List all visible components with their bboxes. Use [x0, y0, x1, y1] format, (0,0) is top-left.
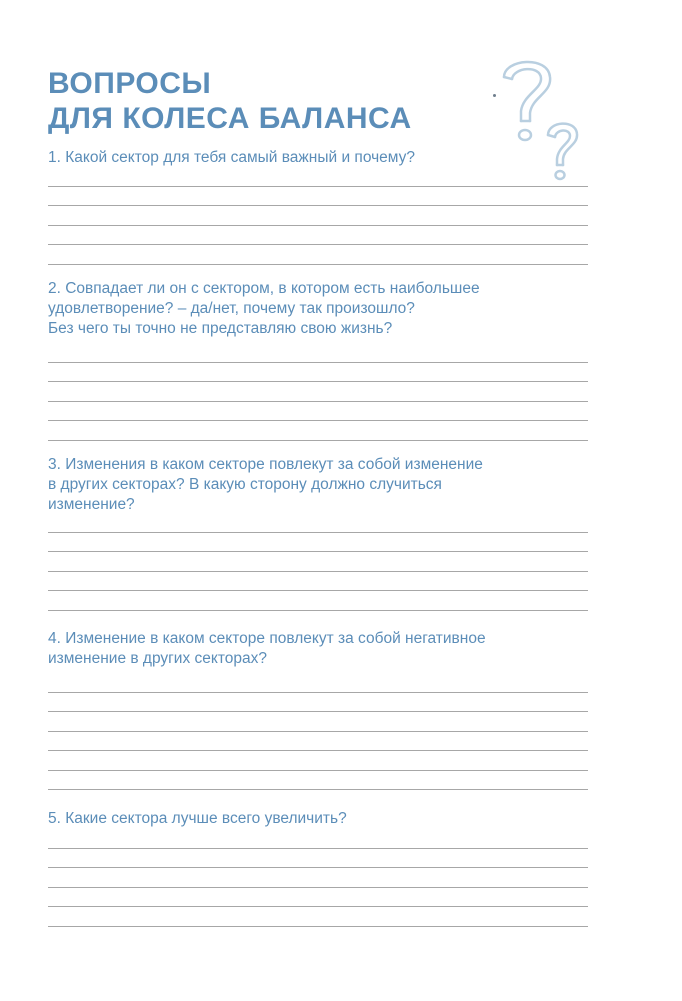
answer-line[interactable]: [48, 673, 588, 693]
answer-line[interactable]: [48, 206, 588, 226]
answer-line[interactable]: [48, 226, 588, 246]
answer-lines-3[interactable]: [48, 513, 588, 611]
answer-line[interactable]: [48, 382, 588, 402]
answer-line[interactable]: [48, 533, 588, 553]
question-1: 1. Какой сектор для тебя самый важный и почему?: [48, 149, 415, 166]
question-2: 2. Совпадает ли он с сектором, в котором есть наибольшее удовлетворение? – да/нет, почему так произошло? Без чего ты точно не представляю свою жизнь?: [48, 280, 480, 337]
question-5: 5. Какие сектора лучше всего увеличить?: [48, 810, 347, 827]
answer-line[interactable]: [48, 712, 588, 732]
answer-line[interactable]: [48, 591, 588, 611]
answer-lines-5[interactable]: [48, 829, 588, 927]
answer-lines-4[interactable]: [48, 673, 588, 790]
answer-line[interactable]: [48, 693, 588, 713]
answer-line[interactable]: [48, 849, 588, 869]
answer-line[interactable]: [48, 572, 588, 592]
answer-line[interactable]: [48, 829, 588, 849]
question-3: 3. Изменения в каком секторе повлекут за собой изменение в других секторах? В какую сторону должно случиться изменение?: [48, 456, 483, 513]
title-line-1: ВОПРОСЫ: [48, 67, 212, 100]
answer-line[interactable]: [48, 888, 588, 908]
answer-line[interactable]: [48, 167, 588, 187]
answer-line[interactable]: [48, 513, 588, 533]
answer-line[interactable]: [48, 552, 588, 572]
page-title: [48, 66, 412, 136]
answer-lines-2[interactable]: [48, 343, 588, 441]
answer-line[interactable]: [48, 402, 588, 422]
answer-line[interactable]: [48, 907, 588, 927]
answer-line[interactable]: [48, 245, 588, 265]
answer-lines-1[interactable]: [48, 167, 588, 265]
answer-line[interactable]: [48, 187, 588, 207]
answer-line[interactable]: [48, 868, 588, 888]
answer-line[interactable]: [48, 732, 588, 752]
answer-line[interactable]: [48, 771, 588, 791]
answer-line[interactable]: [48, 751, 588, 771]
question-4: 4. Изменение в каком секторе повлекут за собой негативное изменение в других секторах?: [48, 630, 486, 667]
answer-line[interactable]: [48, 343, 588, 363]
answer-line[interactable]: [48, 421, 588, 441]
title-line-2: ДЛЯ КОЛЕСА БАЛАНСА: [48, 102, 412, 135]
answer-line[interactable]: [48, 363, 588, 383]
